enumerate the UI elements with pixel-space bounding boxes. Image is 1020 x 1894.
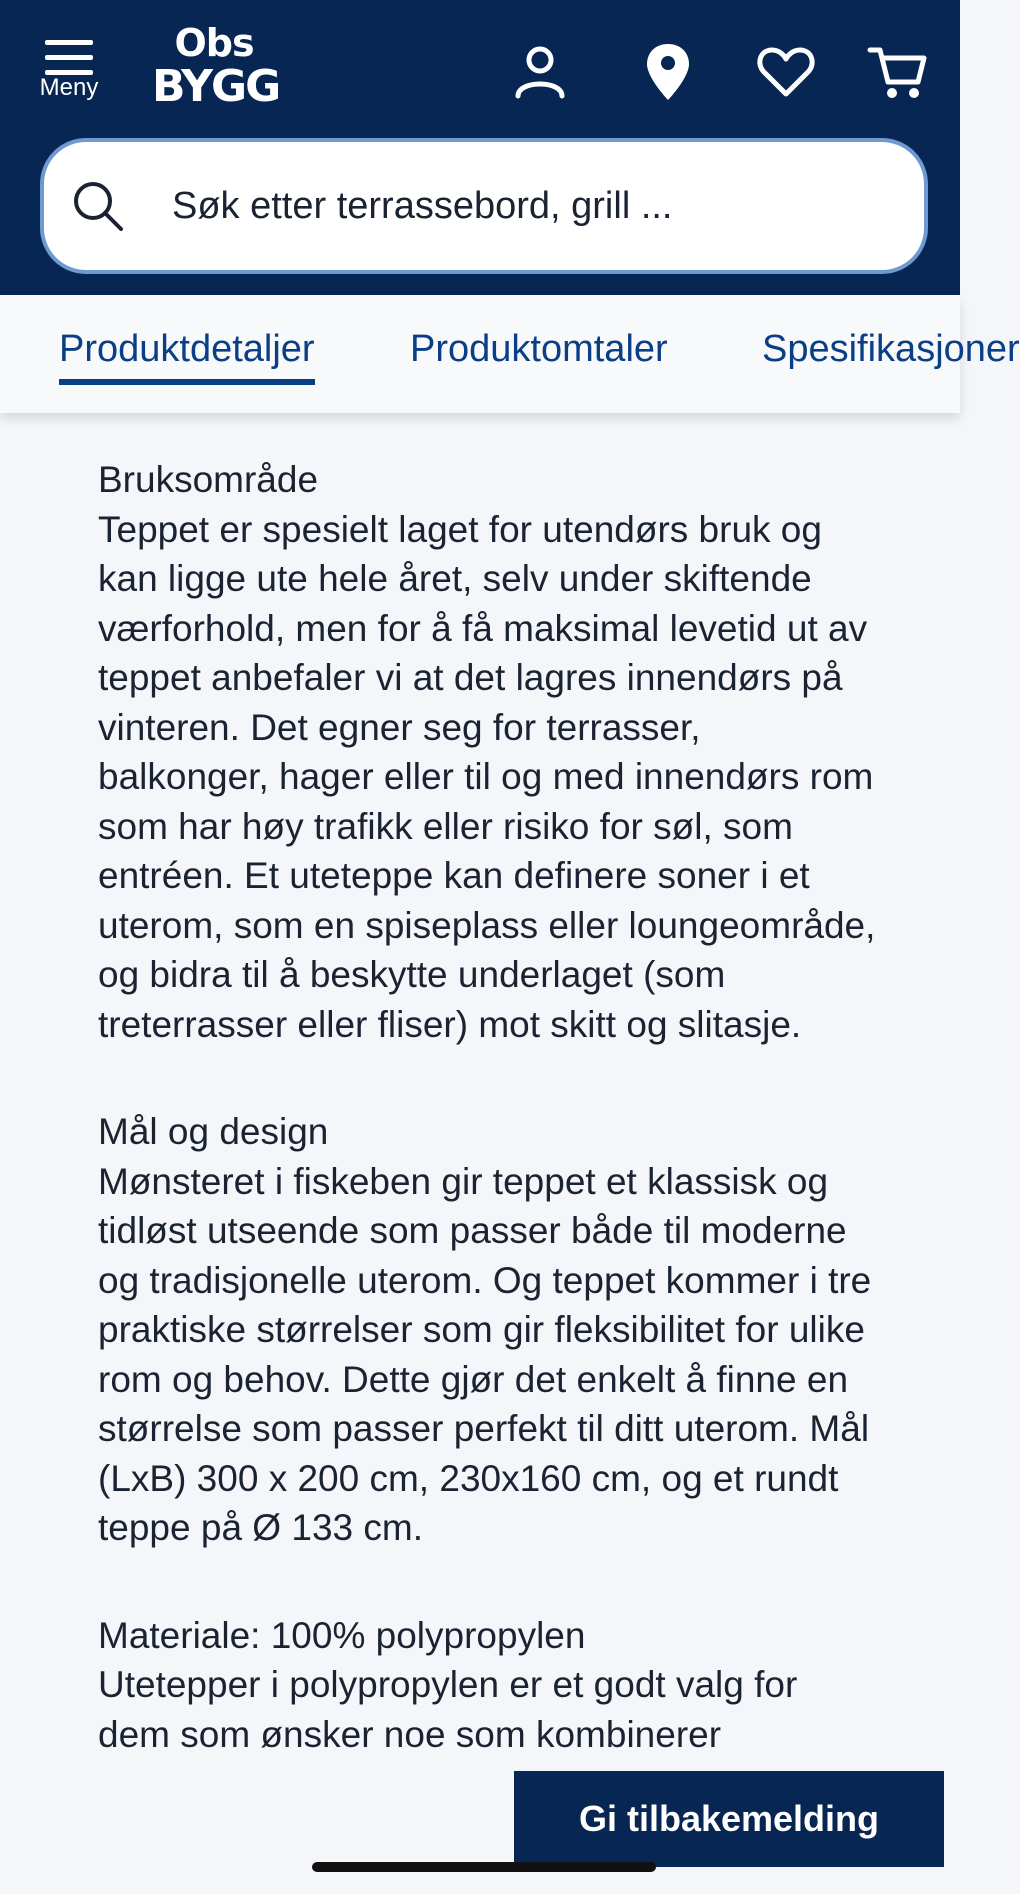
search-bar[interactable] — [40, 138, 928, 274]
tab-produktdetaljer[interactable]: Produktdetaljer — [59, 319, 315, 385]
tab-produktomtaler[interactable]: Produktomtaler — [410, 328, 668, 370]
menu-button[interactable] — [30, 34, 108, 118]
section-mal-og-design — [98, 1107, 878, 1553]
section-materiale — [98, 1611, 878, 1760]
tab-spesifikasjoner[interactable]: Spesifikasjoner — [762, 328, 1020, 370]
menu-label: Meny — [39, 74, 99, 101]
location-pin-icon[interactable] — [636, 40, 700, 104]
home-indicator — [312, 1862, 656, 1872]
section-heading: Mål og design — [98, 1111, 329, 1152]
hamburger-icon — [45, 40, 93, 76]
account-icon[interactable] — [508, 40, 572, 104]
site-header — [0, 0, 960, 295]
cart-icon[interactable] — [866, 40, 930, 104]
section-body: Utetepper i polypropylen er et godt valg for dem som ønsker noe som kombinerer — [98, 1664, 798, 1755]
section-heading: Materiale: 100% polypropylen — [98, 1614, 586, 1656]
product-tabs — [0, 295, 1020, 413]
logo-bottom-text: BYGG — [152, 61, 280, 112]
heart-icon[interactable] — [754, 40, 818, 104]
search-input[interactable] — [172, 185, 872, 228]
section-body: Teppet er spesielt laget for utendørs bruk og kan ligge ute hele året, selv under skiftende værforhold, men for å få maksimal levetid ut av teppet anbefaler vi at det lagres innendørs på vinteren. Det egner seg for terrasser, balkonger, hager eller til og med innendørs rom som har høy trafikk eller risiko for søl, som entréen. Et uteteppe kan definere soner i et uterom, som en spiseplass eller loungeområde, og bidra til å beskytte underlaget (som treterrasser eller fliser) mot skitt og slitasje. — [98, 508, 876, 1045]
feedback-button[interactable]: Gi tilbakemelding — [514, 1771, 944, 1867]
section-heading: Bruksområde — [98, 459, 319, 500]
obs-bygg-logo[interactable] — [152, 21, 280, 112]
product-description — [98, 455, 878, 1817]
logo-top-text: Obs — [174, 21, 254, 65]
search-icon[interactable] — [70, 178, 126, 234]
section-body: Mønsteret i fiskeben gir teppet et klassisk og tidløst utseende som passer både til moderne og tradisjonelle uterom. Og teppet kommer i tre praktiske størrelser som gir fleksibilitet for ulike rom og behov. Dette gjør det enkelt å finne en størrelse som passer perfekt til ditt uterom. Mål (LxB) 300 x 200 cm, 230x160 cm, og et rundt teppe på Ø 133 cm. — [98, 1160, 872, 1548]
section-bruksomrade — [98, 455, 878, 1049]
